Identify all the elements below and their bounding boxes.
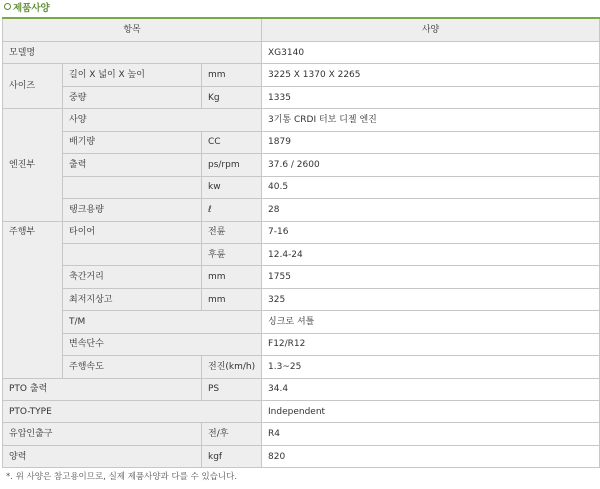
table-row [3, 333, 600, 355]
footnote: *. 위 사양은 참고용이므로, 실제 제품사양과 다를 수 있습니다. [6, 472, 238, 482]
row-category: 양력 [3, 445, 202, 467]
table-row [3, 64, 600, 86]
row-category: 유압인출구 [3, 423, 202, 445]
row-item: 탱크용량 [63, 199, 202, 221]
row-unit: mm [202, 266, 262, 288]
column-header-item: 항목 [3, 18, 262, 42]
row-value: 28 [262, 199, 600, 221]
row-value: 싱크로 셔틀 [262, 311, 600, 333]
row-unit: kgf [202, 445, 262, 467]
row-unit: ℓ [202, 199, 262, 221]
row-unit: ps/rpm [202, 154, 262, 176]
table-row [3, 266, 600, 288]
row-unit: mm [202, 288, 262, 310]
row-value: 325 [262, 288, 600, 310]
row-unit: mm [202, 64, 262, 86]
row-value: 7-16 [262, 221, 600, 243]
row-value: 1879 [262, 131, 600, 153]
table-row [3, 131, 600, 153]
row-value: 12.4-24 [262, 243, 600, 265]
row-value: 1.3~25 [262, 356, 600, 378]
table-row [3, 378, 600, 400]
row-value: F12/R12 [262, 333, 600, 355]
row-value: 37.6 / 2600 [262, 154, 600, 176]
row-unit: PS [202, 378, 262, 400]
row-value: 3기통 CRDI 터보 디젤 엔진 [262, 109, 600, 131]
row-unit: 전진(km/h) [202, 356, 262, 378]
row-unit: 전륜 [202, 221, 262, 243]
row-value: XG3140 [262, 42, 600, 64]
table-row [3, 311, 600, 333]
table-row [3, 288, 600, 310]
table-row [3, 243, 600, 265]
table-row [3, 401, 600, 423]
row-value: 820 [262, 445, 600, 467]
table-row [3, 86, 600, 108]
table-row [3, 356, 600, 378]
row-item: 변속단수 [63, 333, 262, 355]
table-row [3, 423, 600, 445]
spec-table [2, 17, 600, 468]
row-unit: CC [202, 131, 262, 153]
table-row [3, 176, 600, 198]
row-category: PTO-TYPE [3, 401, 262, 423]
table-row [3, 42, 600, 64]
section-heading [4, 2, 50, 16]
section-title: 제품사양 [13, 3, 50, 14]
row-value: R4 [262, 423, 600, 445]
row-item: 길이 X 넓이 X 높이 [63, 64, 202, 86]
row-item: T/M [63, 311, 262, 333]
table-row [3, 154, 600, 176]
row-unit: Kg [202, 86, 262, 108]
table-header-row [3, 18, 600, 42]
row-item: 최저지상고 [63, 288, 202, 310]
row-item: 주행속도 [63, 356, 202, 378]
row-unit: 후륜 [202, 243, 262, 265]
row-unit: kw [202, 176, 262, 198]
row-item [63, 243, 202, 265]
table-row [3, 109, 600, 131]
row-category: 모델명 [3, 42, 262, 64]
row-item: 타이어 [63, 221, 202, 243]
row-value: Independent [262, 401, 600, 423]
row-item: 사양 [63, 109, 262, 131]
table-row [3, 445, 600, 467]
column-header-spec: 사양 [262, 18, 600, 42]
row-item [63, 176, 202, 198]
row-category: 주행부 [3, 221, 63, 378]
row-value: 3225 X 1370 X 2265 [262, 64, 600, 86]
row-category: PTO 출력 [3, 378, 202, 400]
row-value: 34.4 [262, 378, 600, 400]
row-item: 축간거리 [63, 266, 202, 288]
row-unit: 전/후 [202, 423, 262, 445]
table-row [3, 199, 600, 221]
row-category: 엔진부 [3, 109, 63, 221]
row-item: 중량 [63, 86, 202, 108]
row-category: 사이즈 [3, 64, 63, 109]
circle-bullet-icon [4, 3, 11, 10]
row-item: 배기량 [63, 131, 202, 153]
table-row [3, 221, 600, 243]
row-value: 1335 [262, 86, 600, 108]
row-item: 출력 [63, 154, 202, 176]
row-value: 40.5 [262, 176, 600, 198]
row-value: 1755 [262, 266, 600, 288]
